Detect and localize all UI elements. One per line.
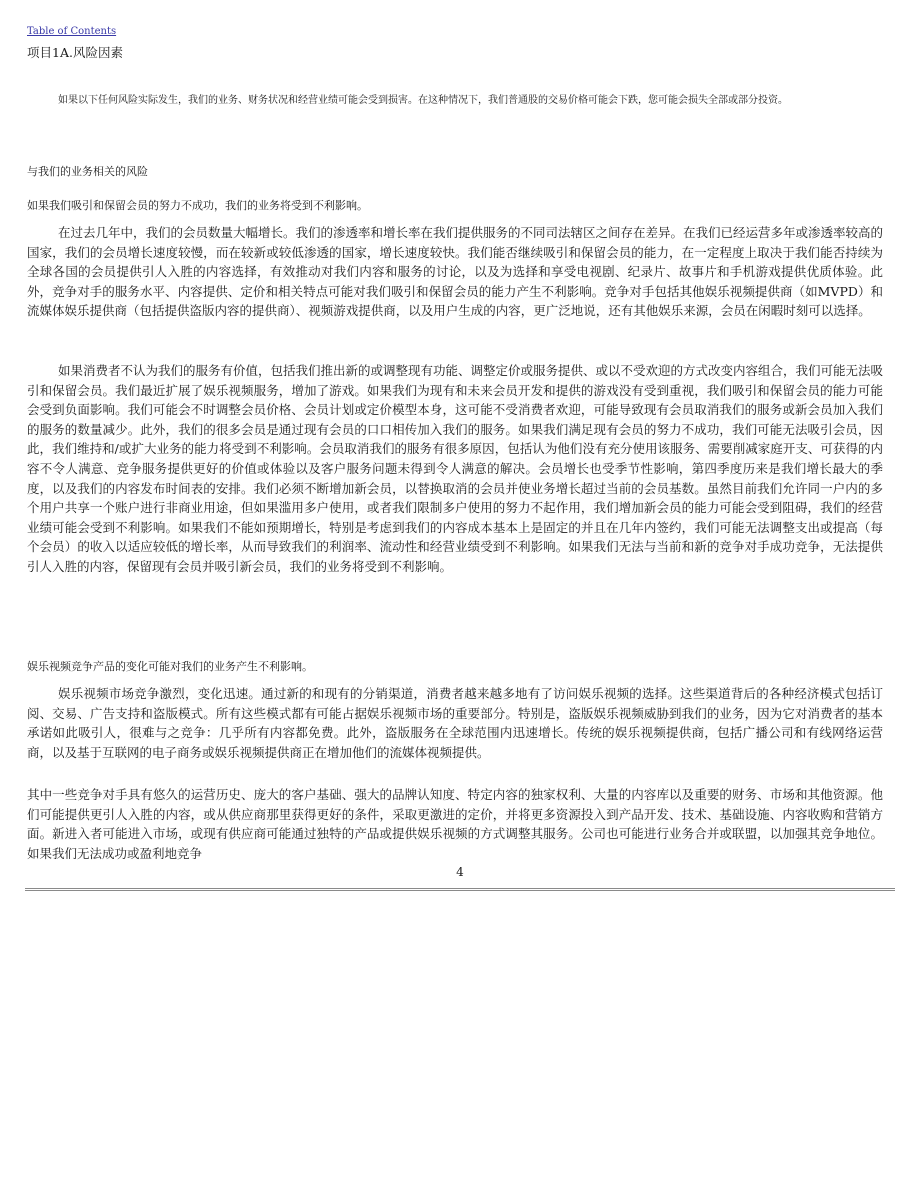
intro-paragraph: 如果以下任何风险实际发生，我们的业务、财务状况和经营业绩可能会受到损害。在这种情况下，我们普通股的交易价格可能会下跌，您可能会损失全部或部分投资。 (58, 95, 788, 106)
subsection-heading-members: 如果我们吸引和保留会员的努力不成功，我们的业务将受到不利影响。 (27, 199, 368, 212)
page-divider (25, 888, 895, 891)
body-paragraph: 其中一些竞争对手具有悠久的运营历史、庞大的客户基础、强大的品牌认知度、特定内容的独家权利、大量的内容库以及重要的财务、市场和其他资源。他们可能提供更引人入胜的内容，或从供应商那里获得更好的条件，采取更激进的定价，并将更多资源投入到产品开发、技术、基础设施、内容收购和营销方面。新进入者可能进入市场，或现有供应商可能通过独特的产品或提供娱乐视频的方式调整其服务。公司也可能进行业务合并或联盟，以加强其竞争地位。如果我们无法成功或盈利地竞争 (27, 787, 883, 861)
page-number: 4 (456, 865, 464, 879)
item-title: 项目1A.风险因素 (27, 45, 123, 60)
subsection-heading-competition: 娱乐视频竞争产品的变化可能对我们的业务产生不利影响。 (27, 660, 313, 673)
body-paragraph: 如果消费者不认为我们的服务有价值，包括我们推出新的或调整现有功能、调整定价或服务提供、或以不受欢迎的方式改变内容组合，我们可能无法吸引和保留会员。我们最近扩展了娱乐视频服务，增加了游戏。如果我们为现有和未来会员开发和提供的游戏没有受到重视，我们吸引和保留会员的能力可能会受到负面影响。我们可能会不时调整会员价格、会员计划或定价模型本身，这可能不受消费者欢迎，可能导致现有会员取消我们的服务或新会员加入我们的服务的数量减少。此外，我们的很多会员是通过现有会员的口口相传加入我们的服务。如果我们满足现有会员的努力不成功，我们可能无法吸引会员，因此，我们维持和/或扩大业务的能力将受到不利影响。会员取消我们的服务有很多原因，包括认为他们没有充分使用该服务、需要削减家庭开支、可获得的内容不令人满意、竞争服务提供更好的价值或体验以及客户服务问题未得到令人满意的解决。会员增长也受季节性影响，第四季度历来是我们增长最大的季度，以及我们的内容发布时间表的安排。我们必须不断增加新会员，以替换取消的会员并使业务增长超过当前的会员基数。虽然目前我们允许同一户内的多个用户共享一个账户进行非商业用途，但如果滥用多户使用，或者我们限制多户使用的努力不起作用，我们增加新会员的能力可能会受到阻碍，我们的经营业绩可能会受到不利影响。如果我们不能如预期增长，特别是考虑到我们的内容成本基本上是固定的并且在几年内签约，我们可能无法调整支出或提高（每个会员）的收入以适应较低的增长率，从而导致我们的利润率、流动性和经营业绩受到不利影响。如果我们无法与当前和新的竞争对手成功竞争，无法提供引人入胜的内容，保留现有会员并吸引新会员，我们的业务将受到不利影响。 (27, 363, 884, 574)
table-of-contents-link[interactable]: Table of Contents (27, 26, 117, 37)
section-heading: 与我们的业务相关的风险 (27, 165, 148, 178)
body-paragraph: 在过去几年中，我们的会员数量大幅增长。我们的渗透率和增长率在我们提供服务的不同司法辖区之间存在差异。在我们已经运营多年或渗透率较高的国家，我们的会员增长速度较慢，而在较新或较低渗透的国家，增长速度较快。我们能否继续吸引和保留会员的能力，在一定程度上取决于我们能否持续为全球各国的会员提供引人入胜的内容选择，有效推动对我们内容和服务的讨论，以及为选择和享受电视剧、纪录片、故事片和手机游戏提供优质体验。此外，竞争对手的服务水平、内容提供、定价和相关特点可能对我们吸引和保留会员的能力产生不利影响。竞争对手包括其他娱乐视频提供商（如MVPD）和流媒体娱乐提供商（包括提供盗版内容的提供商）、视频游戏提供商，以及用户生成的内容，更广泛地说，还有其他娱乐来源，会员在闲暇时刻可以选择。 (27, 225, 884, 319)
body-paragraph: 娱乐视频市场竞争激烈，变化迅速。通过新的和现有的分销渠道，消费者越来越多地有了访问娱乐视频的选择。这些渠道背后的各种经济模式包括订阅、交易、广告支持和盗版模式。所有这些模式都有可能占据娱乐视频市场的重要部分。特别是，盗版娱乐视频威胁到我们的业务，因为它对消费者的基本承诺如此吸引人，很难与之竞争：几乎所有内容都免费。此外，盗版服务在全球范围内迅速增长。传统的娱乐视频提供商，包括广播公司和有线网络运营商，以及基于互联网的电子商务或娱乐视频提供商正在增加他们的流媒体视频提供。 (27, 686, 883, 760)
